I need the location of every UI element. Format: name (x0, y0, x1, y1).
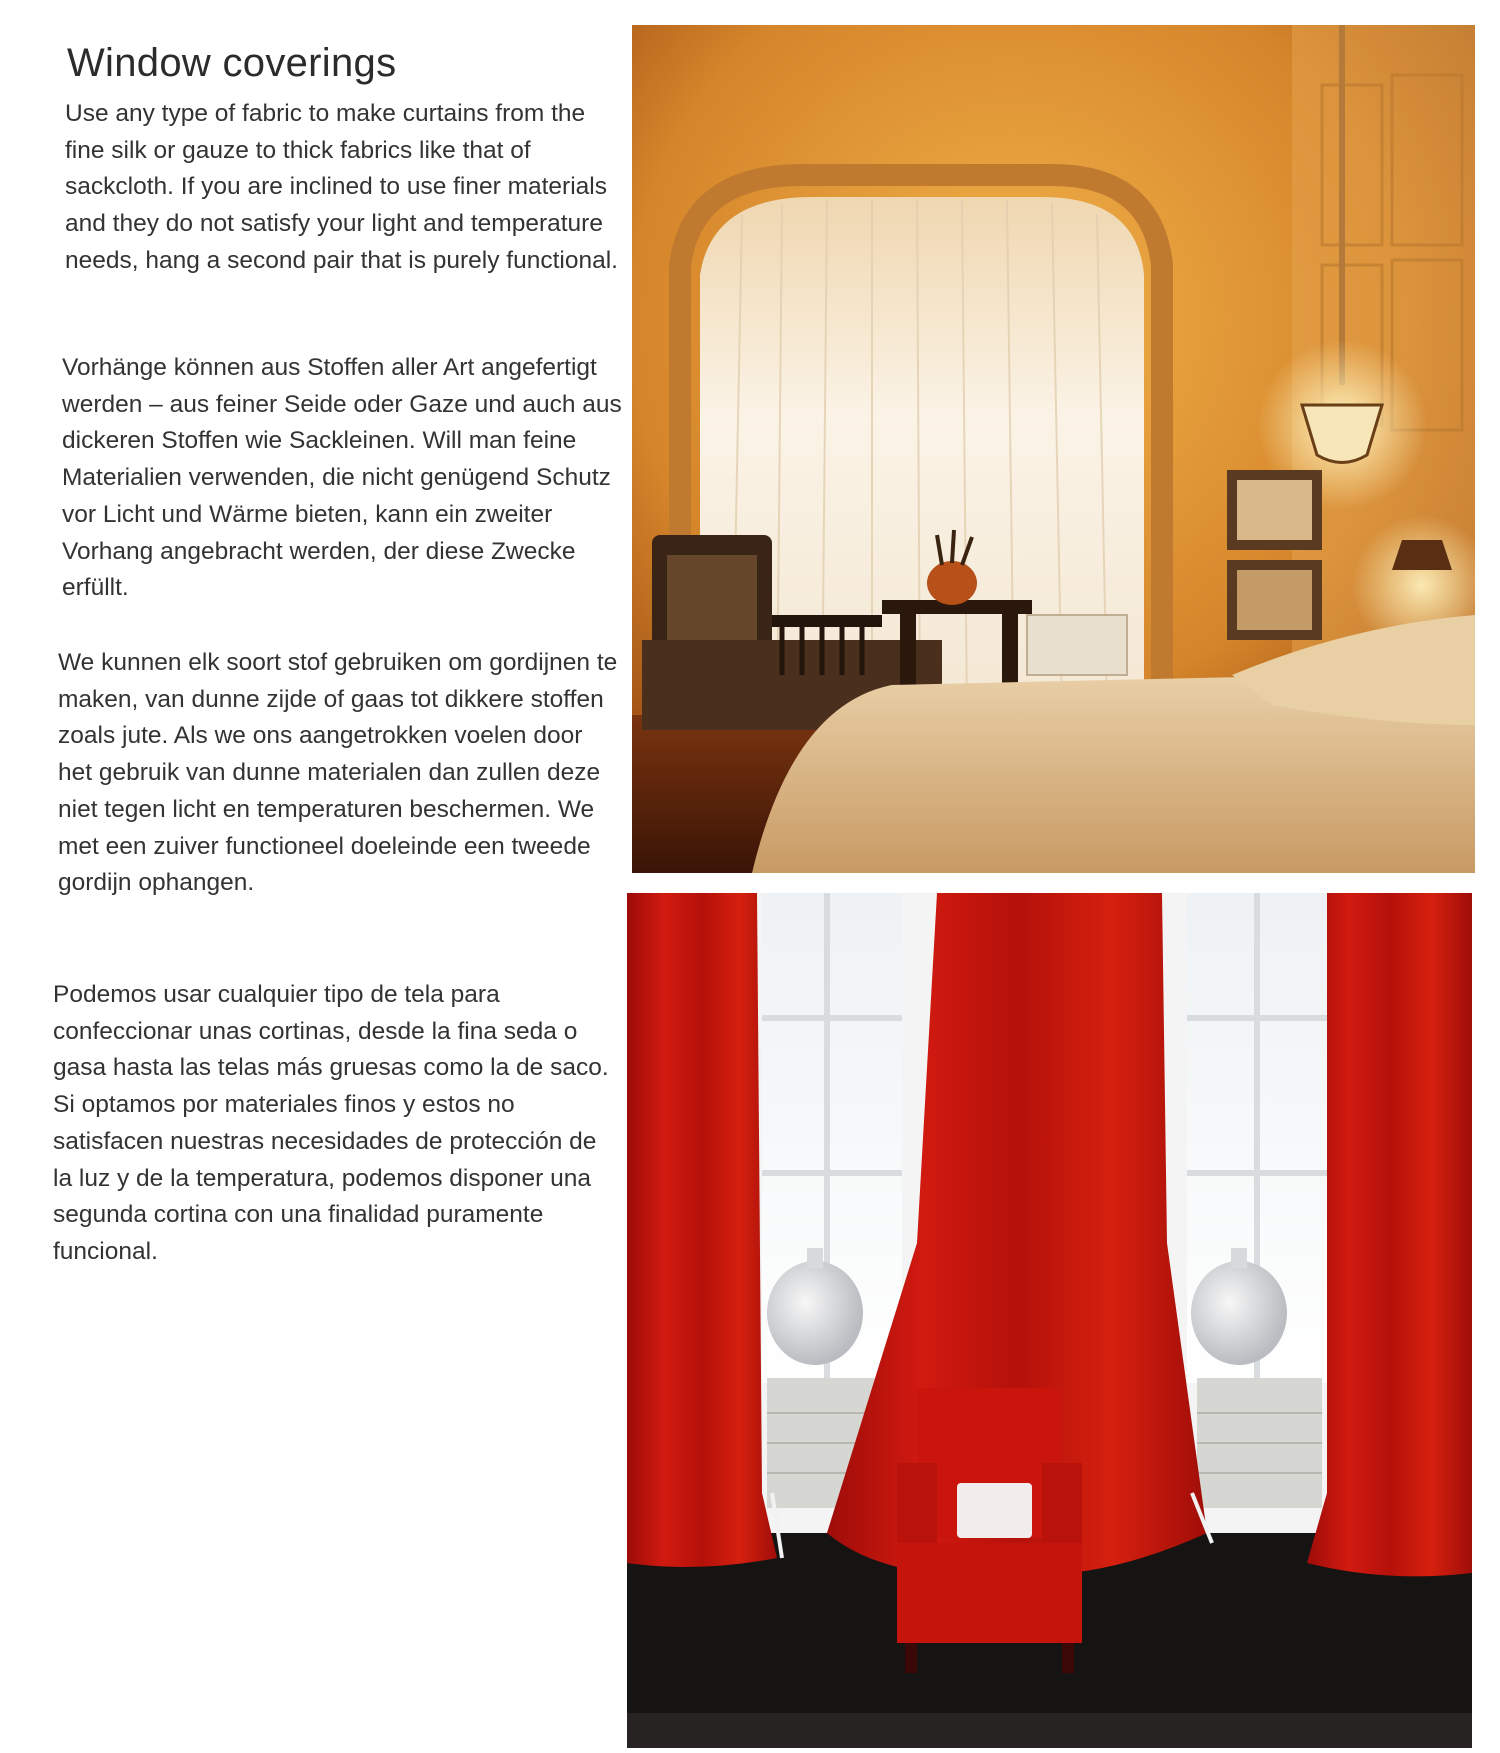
red-curtains-photo (627, 893, 1472, 1748)
page-title: Window coverings (67, 40, 397, 85)
red-armchair-shape (897, 1388, 1082, 1673)
paragraph-english: Use any type of fabric to make curtains from the fine silk or gauze to thick fabrics like that of sackcloth. If you are inclined to use finer materials and they do not satisfy your light and temperature needs, hang a second pair that is purely functional. (65, 100, 618, 274)
red-curtains-illustration (627, 893, 1472, 1748)
paragraph-dutch: We kunnen elk soort stof gebruiken om gordijnen te maken, van dunne zijde of gaas tot dikkere stoffen zoals jute. Als we ons aangetrokken voelen door het gebruik van dunne materialen dan zullen deze niet tegen licht en temperaturen beschermen. We met een zuiver functioneel doeleinde een tweede gordijn ophangen. (58, 649, 618, 897)
paragraph-german: Vorhänge können aus Stoffen aller Art angefertigt werden – aus feiner Seide oder Gaze und auch aus dickeren Stoffen wie Sackleinen. Will man feine Materialien verwenden, die nicht genügend Schutz vor Licht und Wärme bieten, kann ein zweiter Vorhang angebracht werden, der diese Zwecke erfüllt. (62, 354, 622, 602)
bedroom-illustration (632, 25, 1475, 873)
bedroom-sheer-curtain-photo (632, 25, 1475, 873)
paragraph-spanish: Podemos usar cualquier tipo de tela para confeccionar unas cortinas, desde la fina seda o gasa hasta las telas más gruesas como la de saco. Si optamos por materiales finos y estos no satisfacen nuestras necesidades de protección de la luz y de la temperatura, podemos disponer una segunda cortina con una finalidad puramente funcional. (53, 981, 609, 1265)
